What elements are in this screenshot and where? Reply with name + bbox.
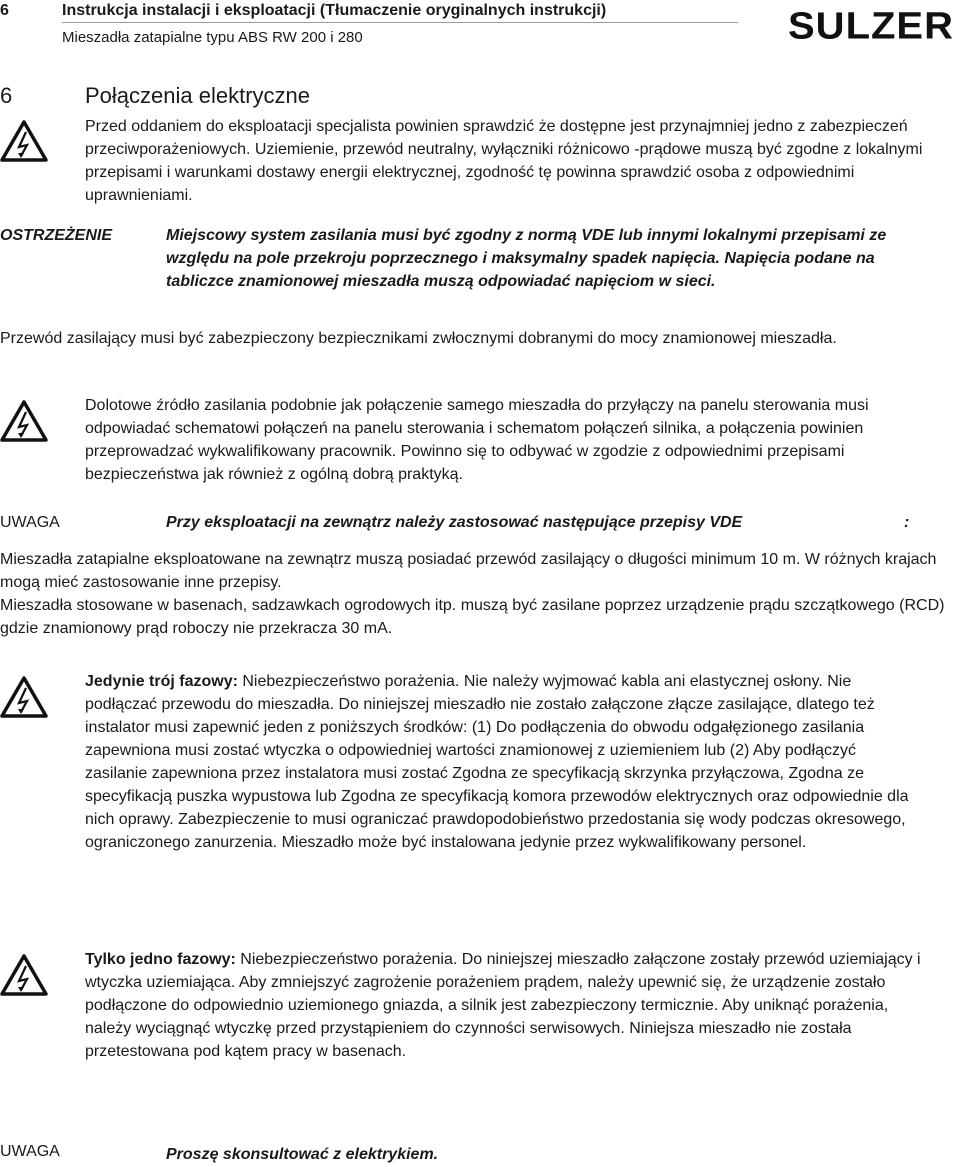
note-text: Przy eksploatacji na zewnątrz należy zastosować następujące przepisy VDE [166, 514, 743, 531]
single-phase-text: Niebezpieczeństwo porażenia. Do niniejszej mieszadło załączone zostały przewód uziemiający i wtyczka uziemiająca. Aby zmniejszyć zagrożenie porażeniem prądem, należy upewnić się, że urządzenie zostało podłączone do odpowiednio uziemionego gniazda, a silnik jest zabezpieczony termicznie. Aby uniknąć porażenia, należy wyciągnąć wtyczkę przed przystąpieniem do czynności serwisowych. Niniejsza mieszadło nie została przetestowana pod kątem pracy w basenach. [85, 951, 921, 1060]
electrical-hazard-warning-icon [0, 120, 48, 167]
warning-text: Miejscowy system zasilania musi być zgodny z normą VDE lub innymi lokalnymi przepisami ze względu na pole przekroju poprzecznego i maksymalny spadek napięcia. Napięcia podane na tabliczce znamionowej mieszadła muszą odpowiadać napięciom w sieci. [166, 227, 887, 290]
outdoor-cable-paragraph: Mieszadła zatapialne eksploatowane na zewnątrz muszą posiadać przewód zasilający o długości minimum 10 m. W różnych krajach mogą mieć zastosowanie inne przepisy. [0, 551, 937, 591]
three-phase-paragraph [85, 670, 915, 854]
electrical-hazard-warning-icon [0, 676, 48, 723]
note-colon: : [904, 514, 910, 531]
single-phase-lead: Tylko jedno fazowy: [85, 951, 236, 968]
document-subtitle: Mieszadła zatapialne typu ABS RW 200 i 280 [62, 29, 363, 46]
page-number: 6 [0, 2, 9, 19]
note-label: UWAGA [0, 514, 60, 531]
warning-label: OSTRZEŻENIE [0, 227, 113, 244]
three-phase-lead: Jedynie trój fazowy: [85, 673, 238, 690]
rcd-paragraph: Mieszadła stosowane w basenach, sadzawkach ogrodowych itp. muszą być zasilane poprzez urządzenie prądu szczątkowego (RCD) gdzie znamionowy prąd roboczy nie przekracza 30 mA. [0, 597, 945, 637]
section-title: Połączenia elektryczne [85, 83, 311, 108]
single-phase-paragraph [85, 948, 925, 1063]
note-label: UWAGA [0, 1143, 60, 1160]
electrical-hazard-warning-icon [0, 400, 48, 447]
document-title: Instrukcja instalacji i eksploatacji (Tłumaczenie oryginalnych instrukcji) [62, 2, 607, 19]
note-text: Proszę skonsultować z elektrykiem. [166, 1146, 439, 1163]
supply-cable-paragraph: Przewód zasilający musi być zabezpieczony bezpiecznikami zwłocznymi dobranymi do mocy znamionowej mieszadła. [0, 330, 837, 347]
section-number: 6 [0, 83, 13, 108]
three-phase-text: Niebezpieczeństwo porażenia. Nie należy wyjmować kabla ani elastycznej osłony. Nie podłączać przewodu do mieszadła. Do niniejszej mieszadło nie zostało załączone złącze zasilające, dlatego też instalator musi zapewnić jeden z poniższych środków: (1) Do podłączenia do obwodu odgałęzionego zasilania zapewniona musi zostać wtyczka o odpowiedniej wartości znamionowej z uziemieniem lub (2) Aby podłączyć zasilanie zapewniona przez instalatora musi zostać Zgodna ze specyfikacją skrzynka przyłączowa, Zgodna ze specyfikacją puszka wypustowa lub Zgodna ze specyfikacją komora przewodów elektrycznych oraz odpowiednie dla nich oprawy. Zabezpieczenie to musi ograniczać prawdopodobieństwo przedostania się wody podczas okresowego, ograniczonego zanurzenia. Mieszadło może być instalowana jedynie przez wykwalifikowany personel. [85, 673, 909, 851]
header-divider [62, 22, 738, 23]
intro-paragraph: Przed oddaniem do eksploatacji specjalista powinien sprawdzić że dostępne jest przynajmniej jedno z zabezpieczeń przeciwporażeniowych. Uziemienie, przewód neutralny, wyłączniki różnicowo -prądowe muszą być zgodne z lokalnymi przepisami i warunkami dostawy energii elektrycznej, zgodność tę powinna sprawdzić osoba z odpowiednimi uprawnieniami. [85, 118, 923, 204]
sulzer-logo: SULZER [788, 5, 954, 47]
power-source-paragraph: Dolotowe źródło zasilania podobnie jak połączenie samego mieszadła do przyłączy na panelu sterowania musi odpowiadać schematowi połączeń na panelu sterowania i schematom połączeń silnika, a połączenia powinien przeprowadzać wykwalifikowany pracownik. Powinno się to odbywać w zgodzie z odpowiednimi przepisami bezpieczeństwa jak również z ogólną dobrą praktyką. [85, 397, 869, 483]
electrical-hazard-warning-icon [0, 954, 48, 1001]
